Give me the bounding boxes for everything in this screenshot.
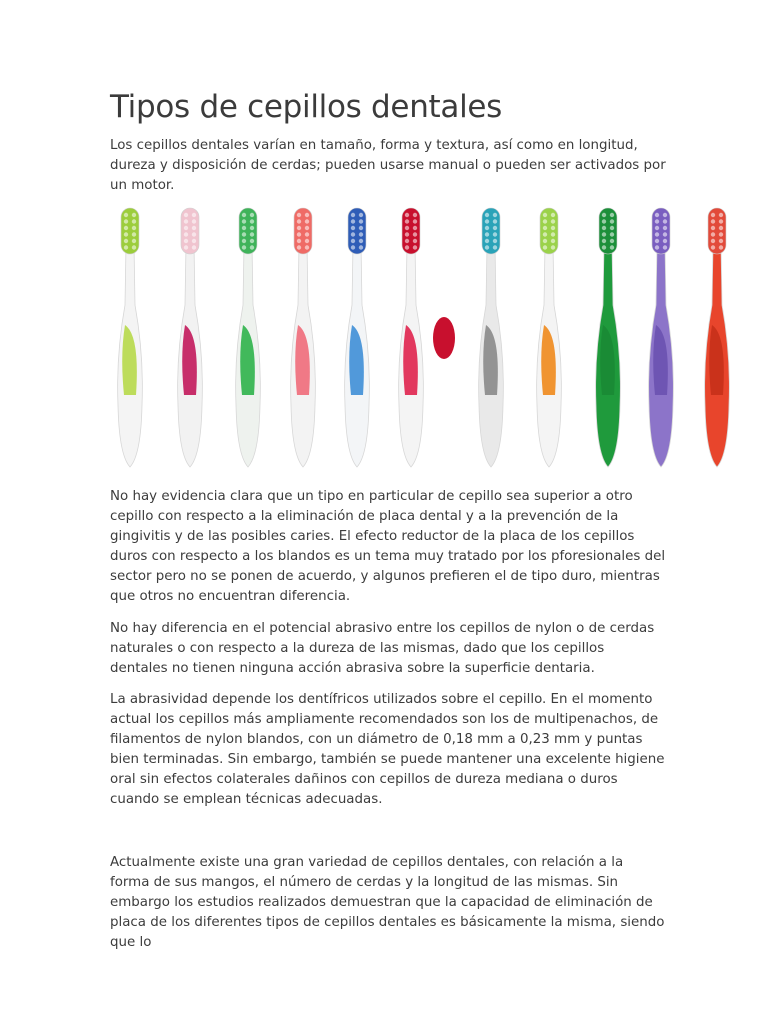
paragraph-variety: Actualmente existe una gran variedad de cepillos dentales, con relación a la forma de sus mangos, el número de cerdas y la longitud de las mismas. Sin embargo los estudios realizados demuestran que la capacidad de eliminación de placa de los diferentes tipos de cepillos dentales es básicamente la misma, siendo que lo bbox=[110, 855, 665, 950]
toothbrush bbox=[596, 208, 621, 467]
paragraph-intro: Los cepillos dentales varían en tamaño, forma y textura, así como en longitud, dureza y disposición de cerdas; pueden usarse manual o pueden ser activados por un motor. bbox=[110, 138, 666, 193]
detached-brush-head bbox=[433, 317, 455, 359]
toothbrush bbox=[479, 208, 504, 467]
paragraph-abrasive: No hay diferencia en el potencial abrasivo entre los cepillos de nylon o de cerdas naturales o con respecto a la dureza de las mismas, dado que los cepillos dentales no tienen ninguna acción abrasiva sobre la superficie dentaria. bbox=[110, 621, 655, 676]
toothbrush bbox=[705, 208, 730, 467]
toothbrush bbox=[537, 208, 562, 467]
paragraph-abrasivity: La abrasividad depende los dentífricos utilizados sobre el cepillo. En el momento actual los cepillos más ampliamente recomendados son los de multipenachos, de filamentos de nylon blandos, con un diámetro de 0,18 mm a 0,23 mm y puntas bien terminadas. Sin embargo, también se puede mantener una excelente higiene oral sin efectos colaterales dañinos con cepillos de dureza mediana o duros cuando se emplean técnicas adecuadas. bbox=[110, 692, 665, 807]
document-title: Tipos de cepillos dentales bbox=[110, 89, 503, 125]
toothbrush bbox=[649, 208, 674, 467]
toothbrush bbox=[118, 208, 143, 467]
toothbrush bbox=[345, 208, 370, 467]
toothbrush bbox=[178, 208, 203, 467]
toothbrushes-illustration bbox=[110, 205, 735, 473]
document-page bbox=[110, 88, 666, 210]
toothbrush bbox=[236, 208, 261, 467]
toothbrush bbox=[291, 208, 316, 467]
paragraph-evidence: No hay evidencia clara que un tipo en particular de cepillo sea superior a otro cepillo con respecto a la eliminación de placa dental y a la prevención de la gingivitis y de las posibles caries. El efecto reductor de la placa de los cepillos duros con respecto a los blandos es un tema muy tratado por los pforesionales del sector pero no se ponen de acuerdo, y algunos prefieren el de tipo duro, mientras que otros no encuentran diferencia. bbox=[110, 489, 666, 604]
toothbrush bbox=[399, 208, 424, 467]
